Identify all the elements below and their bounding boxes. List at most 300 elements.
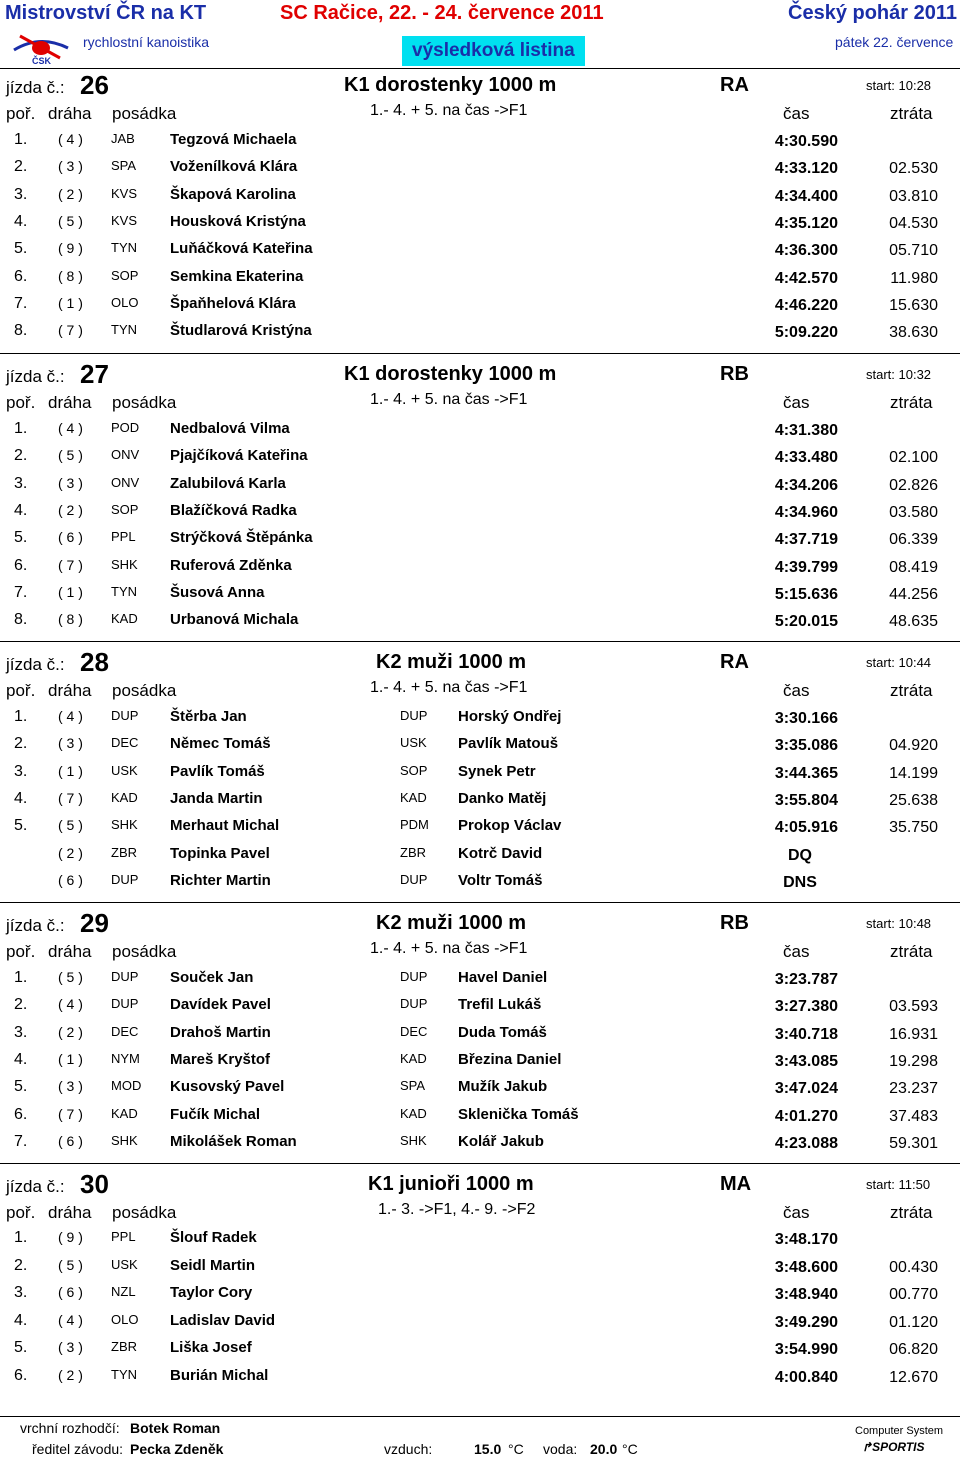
athlete-name: Mikolášek Roman bbox=[170, 1132, 297, 1150]
time-gap: 06.820 bbox=[889, 1341, 938, 1358]
rank: 2. bbox=[14, 158, 28, 176]
club-code: JAB bbox=[111, 131, 135, 146]
rank: 1. bbox=[14, 708, 28, 725]
heat-code: RA bbox=[720, 651, 749, 673]
lane: ( 4 ) bbox=[58, 1311, 83, 1328]
athlete-name: Štěrba Jan bbox=[170, 708, 247, 725]
club-code: DEC bbox=[111, 735, 139, 751]
result-row bbox=[0, 1133, 960, 1160]
time-gap: 03.580 bbox=[889, 503, 938, 521]
col-crew-header: posádka bbox=[112, 681, 177, 700]
race-divider bbox=[0, 902, 960, 903]
col-gap-header: ztráta bbox=[890, 681, 933, 700]
result-row bbox=[0, 502, 960, 529]
championship-title: Mistrovství ČR na KT bbox=[5, 2, 207, 24]
race-divider bbox=[0, 1163, 960, 1164]
rank: 5. bbox=[14, 1078, 28, 1096]
athlete-name: Pjajčíková Kateřina bbox=[170, 447, 308, 465]
partner-club-code: ZBR bbox=[400, 844, 426, 860]
col-gap-header: ztráta bbox=[890, 104, 933, 123]
result-row bbox=[0, 295, 960, 322]
rank: 1. bbox=[14, 131, 28, 148]
col-lane-header: dráha bbox=[48, 1203, 92, 1222]
race-divider bbox=[0, 353, 960, 354]
result-time: 3:23.787 bbox=[774, 971, 838, 988]
col-lane-header: dráha bbox=[48, 942, 92, 961]
race-number-label: jízda č.: bbox=[6, 655, 65, 674]
col-rank-header: poř. bbox=[6, 104, 36, 123]
rank: 6. bbox=[14, 556, 28, 574]
club-code: DUP bbox=[111, 708, 139, 723]
rank: 1. bbox=[14, 420, 28, 437]
rank: 4. bbox=[14, 1311, 28, 1329]
partner-name: Březina Daniel bbox=[458, 1050, 562, 1068]
referee-name: Botek Roman bbox=[130, 1420, 221, 1436]
athlete-name: Housková Kristýna bbox=[170, 212, 306, 230]
kayak-logo-icon bbox=[10, 28, 72, 66]
result-time: 4:34.400 bbox=[774, 187, 838, 205]
day-label: pátek 22. července bbox=[835, 34, 954, 50]
partner-club-code: SOP bbox=[400, 762, 428, 778]
lane: ( 3 ) bbox=[58, 735, 83, 752]
partner-name: Synek Petr bbox=[458, 762, 536, 780]
partner-club-code: SPA bbox=[400, 1078, 426, 1094]
air-temp-unit: °C bbox=[508, 1441, 524, 1457]
lane: ( 3 ) bbox=[58, 1339, 83, 1355]
event-name: K1 junioři 1000 m bbox=[368, 1173, 534, 1195]
time-gap: 03.810 bbox=[889, 187, 938, 205]
result-time: 4:42.570 bbox=[774, 269, 838, 287]
start-time: start: 10:44 bbox=[866, 655, 932, 670]
lane: ( 5 ) bbox=[58, 447, 83, 464]
lane: ( 8 ) bbox=[58, 267, 83, 284]
rank: 7. bbox=[14, 294, 28, 312]
partner-club-code: DUP bbox=[400, 996, 428, 1012]
lane: ( 6 ) bbox=[58, 871, 83, 888]
lane: ( 9 ) bbox=[58, 1229, 83, 1245]
club-code: POD bbox=[111, 420, 140, 435]
time-gap: 03.593 bbox=[889, 998, 938, 1016]
athlete-name: Ruferová Zděnka bbox=[170, 556, 292, 574]
club-code: MOD bbox=[111, 1078, 142, 1094]
federation-logo bbox=[10, 28, 72, 66]
lane: ( 5 ) bbox=[58, 817, 83, 834]
time-gap: 01.120 bbox=[889, 1313, 938, 1331]
result-time: 4:33.480 bbox=[774, 449, 838, 467]
time-gap: 48.635 bbox=[889, 613, 938, 631]
time-gap: 02.826 bbox=[889, 476, 938, 494]
result-row bbox=[0, 447, 960, 474]
result-time: 4:33.120 bbox=[774, 160, 838, 178]
result-time: 4:00.840 bbox=[774, 1368, 838, 1386]
start-time: start: 10:48 bbox=[866, 916, 932, 931]
time-gap: 59.301 bbox=[889, 1134, 938, 1152]
start-time: start: 10:28 bbox=[866, 78, 932, 93]
club-code: SHK bbox=[111, 556, 138, 572]
lane: ( 2 ) bbox=[58, 501, 83, 518]
rank: 3. bbox=[14, 1284, 28, 1301]
result-time: 3:35.086 bbox=[774, 737, 838, 755]
rank: 2. bbox=[14, 1256, 28, 1274]
rank: 4. bbox=[14, 1050, 28, 1068]
club-code: TYN bbox=[111, 1366, 137, 1382]
race-number-label: jízda č.: bbox=[6, 78, 65, 97]
result-row bbox=[0, 611, 960, 638]
result-row bbox=[0, 845, 960, 872]
result-row bbox=[0, 557, 960, 584]
time-gap: 25.638 bbox=[889, 791, 938, 809]
club-code: TYN bbox=[111, 583, 137, 599]
result-time: 4:05.916 bbox=[774, 819, 838, 837]
athlete-name: Urbanová Michala bbox=[170, 611, 299, 629]
rank: 7. bbox=[14, 583, 28, 601]
partner-club-code: PDM bbox=[400, 817, 429, 833]
air-temp-value: 15.0 bbox=[474, 1441, 502, 1457]
result-time: 3:54.990 bbox=[774, 1341, 838, 1358]
club-code: USK bbox=[111, 1256, 138, 1272]
rank: 6. bbox=[14, 267, 28, 285]
result-row bbox=[0, 763, 960, 790]
discipline-label: rychlostní kanoistika bbox=[83, 34, 210, 50]
club-code: ONV bbox=[111, 447, 140, 463]
time-gap: 08.419 bbox=[889, 558, 938, 576]
partner-name: Pavlík Matouš bbox=[458, 735, 559, 753]
athlete-name: Richter Martin bbox=[170, 871, 271, 889]
progression-rule: 1.- 3. ->F1, 4.- 9. ->F2 bbox=[378, 1201, 536, 1218]
result-time: 3:30.166 bbox=[774, 710, 838, 727]
system-label: Computer System bbox=[855, 1425, 944, 1437]
club-code: PPL bbox=[111, 1229, 136, 1244]
result-row bbox=[0, 1229, 960, 1256]
lane: ( 7 ) bbox=[58, 1105, 83, 1122]
result-row bbox=[0, 475, 960, 502]
lane: ( 8 ) bbox=[58, 611, 83, 628]
athlete-name: Seidl Martin bbox=[170, 1256, 256, 1274]
venue-title: SC Račice, 22. - 24. července 2011 bbox=[280, 2, 604, 24]
rank: 5. bbox=[14, 529, 28, 547]
partner-name: Trefil Lukáš bbox=[458, 996, 542, 1014]
partner-club-code: DUP bbox=[400, 871, 428, 887]
lane: ( 6 ) bbox=[58, 1132, 83, 1149]
result-row bbox=[0, 158, 960, 185]
result-row bbox=[0, 213, 960, 240]
time-gap: 44.256 bbox=[889, 585, 938, 603]
partner-club-code: KAD bbox=[400, 1105, 427, 1121]
club-code: KAD bbox=[111, 1105, 138, 1121]
result-time: 3:47.024 bbox=[774, 1080, 838, 1098]
lane: ( 3 ) bbox=[58, 158, 83, 175]
time-gap: 02.100 bbox=[889, 449, 938, 467]
sportis-mark-icon: ↱ bbox=[862, 1440, 873, 1454]
result-row bbox=[0, 186, 960, 213]
rank: 7. bbox=[14, 1132, 28, 1150]
time-gap: 12.670 bbox=[889, 1368, 938, 1386]
result-time: 3:27.380 bbox=[774, 998, 838, 1016]
athlete-name: Blažíčková Radka bbox=[170, 501, 297, 519]
result-row bbox=[0, 996, 960, 1023]
header-divider bbox=[0, 68, 960, 69]
rank: 6. bbox=[14, 1105, 28, 1123]
time-gap: 16.931 bbox=[889, 1025, 938, 1043]
lane: ( 1 ) bbox=[58, 762, 83, 779]
col-gap-header: ztráta bbox=[890, 1203, 933, 1222]
result-row bbox=[0, 529, 960, 556]
result-row bbox=[0, 1339, 960, 1366]
rank: 3. bbox=[14, 762, 28, 780]
col-crew-header: posádka bbox=[112, 942, 177, 961]
time-gap: 15.630 bbox=[889, 296, 938, 314]
water-temp-label: voda: bbox=[543, 1441, 578, 1457]
rank: 6. bbox=[14, 1366, 28, 1384]
club-code: SHK bbox=[111, 817, 138, 833]
athlete-name: Šlouf Radek bbox=[170, 1229, 257, 1246]
result-time: 4:30.590 bbox=[774, 133, 838, 150]
club-code: ZBR bbox=[111, 844, 137, 860]
time-gap: 19.298 bbox=[889, 1052, 938, 1070]
col-lane-header: dráha bbox=[48, 681, 92, 700]
col-gap-header: ztráta bbox=[890, 942, 933, 961]
rank: 4. bbox=[14, 212, 28, 230]
club-code: SOP bbox=[111, 501, 139, 517]
athlete-name: Němec Tomáš bbox=[170, 735, 271, 753]
rank: 8. bbox=[14, 322, 28, 340]
result-time: DNS bbox=[783, 873, 817, 891]
race-number: 28 bbox=[80, 647, 109, 677]
athlete-name: Voženílková Klára bbox=[170, 158, 298, 176]
rank: 1. bbox=[14, 969, 28, 986]
progression-rule: 1.- 4. + 5. na čas ->F1 bbox=[370, 679, 528, 696]
lane: ( 3 ) bbox=[58, 1078, 83, 1095]
athlete-name: Liška Josef bbox=[170, 1339, 252, 1356]
time-gap: 37.483 bbox=[889, 1107, 938, 1125]
athlete-name: Ladislav David bbox=[170, 1311, 276, 1329]
sportis-brand: SPORTIS bbox=[872, 1440, 925, 1454]
time-gap: 00.770 bbox=[889, 1286, 938, 1303]
rank: 5. bbox=[14, 817, 28, 835]
lane: ( 6 ) bbox=[58, 529, 83, 546]
athlete-name: Taylor Cory bbox=[170, 1284, 253, 1301]
lane: ( 5 ) bbox=[58, 212, 83, 229]
col-time-header: čas bbox=[783, 393, 810, 412]
col-gap-header: ztráta bbox=[890, 393, 933, 412]
result-time: 5:20.015 bbox=[774, 613, 838, 631]
result-row bbox=[0, 790, 960, 817]
race-number: 29 bbox=[80, 908, 109, 938]
result-row bbox=[0, 708, 960, 735]
col-rank-header: poř. bbox=[6, 681, 36, 700]
partner-name: Kolář Jakub bbox=[458, 1132, 544, 1150]
result-time: 3:49.290 bbox=[774, 1313, 838, 1331]
referee-label: vrchní rozhodčí: bbox=[20, 1420, 120, 1436]
result-row bbox=[0, 1312, 960, 1339]
lane: ( 5 ) bbox=[58, 969, 83, 985]
lane: ( 2 ) bbox=[58, 1023, 83, 1040]
result-row bbox=[0, 872, 960, 899]
col-crew-header: posádka bbox=[112, 104, 177, 123]
rank: 2. bbox=[14, 735, 28, 753]
partner-name: Horský Ondřej bbox=[458, 708, 562, 725]
partner-club-code: KAD bbox=[400, 789, 427, 805]
rank: 2. bbox=[14, 447, 28, 465]
club-code: SHK bbox=[111, 1132, 138, 1148]
heat-code: MA bbox=[720, 1173, 752, 1195]
rank: 8. bbox=[14, 611, 28, 629]
col-rank-header: poř. bbox=[6, 942, 36, 961]
time-gap: 06.339 bbox=[889, 531, 938, 549]
partner-name: Voltr Tomáš bbox=[458, 871, 543, 889]
result-row bbox=[0, 1024, 960, 1051]
col-lane-header: dráha bbox=[48, 104, 92, 123]
lane: ( 1 ) bbox=[58, 583, 83, 600]
partner-name: Kotrč David bbox=[458, 844, 543, 862]
athlete-name: Burián Michal bbox=[170, 1366, 269, 1384]
sportis-logo bbox=[862, 1440, 925, 1454]
lane: ( 2 ) bbox=[58, 185, 83, 202]
result-time: 5:09.220 bbox=[774, 324, 838, 342]
athlete-name: Pavlík Tomáš bbox=[170, 762, 265, 780]
lane: ( 9 ) bbox=[58, 240, 83, 257]
event-name: K1 dorostenky 1000 m bbox=[344, 363, 557, 385]
athlete-name: Škapová Karolina bbox=[170, 185, 296, 203]
athlete-name: Topinka Pavel bbox=[170, 844, 270, 862]
result-row bbox=[0, 1106, 960, 1133]
result-time: 3:44.365 bbox=[774, 764, 838, 782]
lane: ( 1 ) bbox=[58, 1050, 83, 1067]
lane: ( 4 ) bbox=[58, 420, 83, 436]
athlete-name: Nedbalová Vilma bbox=[170, 420, 290, 437]
result-row bbox=[0, 420, 960, 447]
rank: 1. bbox=[14, 1229, 28, 1246]
partner-name: Danko Matěj bbox=[458, 789, 547, 807]
result-time: 4:34.206 bbox=[774, 476, 838, 494]
progression-rule: 1.- 4. + 5. na čas ->F1 bbox=[370, 940, 528, 957]
progression-rule: 1.- 4. + 5. na čas ->F1 bbox=[370, 102, 528, 119]
partner-club-code: DEC bbox=[400, 1023, 428, 1039]
partner-club-code: KAD bbox=[400, 1050, 427, 1066]
result-row bbox=[0, 735, 960, 762]
result-row bbox=[0, 817, 960, 844]
athlete-name: Merhaut Michal bbox=[170, 817, 280, 835]
rank: 5. bbox=[14, 240, 28, 258]
progression-rule: 1.- 4. + 5. na čas ->F1 bbox=[370, 391, 528, 408]
club-code: OLO bbox=[111, 1311, 139, 1327]
club-code: PPL bbox=[111, 529, 136, 545]
start-time: start: 10:32 bbox=[866, 367, 932, 382]
result-time: 3:48.600 bbox=[774, 1258, 838, 1276]
rank: 4. bbox=[14, 501, 28, 519]
club-code: DUP bbox=[111, 871, 139, 887]
athlete-name: Zalubilová Karla bbox=[170, 474, 286, 492]
director-name: Pecka Zdeněk bbox=[130, 1441, 224, 1457]
rank: 5. bbox=[14, 1339, 28, 1356]
rank: 2. bbox=[14, 996, 28, 1014]
col-time-header: čas bbox=[783, 104, 810, 123]
result-row bbox=[0, 1078, 960, 1105]
club-code: SPA bbox=[111, 158, 137, 174]
athlete-name: Drahoš Martin bbox=[170, 1023, 271, 1041]
svg-text:ČSK: ČSK bbox=[32, 56, 52, 66]
result-row bbox=[0, 322, 960, 349]
club-code: ZBR bbox=[111, 1339, 137, 1354]
lane: ( 3 ) bbox=[58, 474, 83, 491]
col-rank-header: poř. bbox=[6, 1203, 36, 1222]
result-time: 4:39.799 bbox=[774, 558, 838, 576]
partner-club-code: DUP bbox=[400, 969, 428, 984]
lane: ( 2 ) bbox=[58, 844, 83, 861]
rank: 4. bbox=[14, 789, 28, 807]
time-gap: 11.980 bbox=[890, 269, 938, 287]
document-title: výsledková listina bbox=[402, 36, 585, 66]
air-temp-label: vzduch: bbox=[384, 1441, 433, 1457]
result-row bbox=[0, 131, 960, 158]
club-code: KAD bbox=[111, 789, 138, 805]
result-row bbox=[0, 1051, 960, 1078]
footer-divider bbox=[0, 1416, 960, 1417]
heat-code: RB bbox=[720, 912, 749, 934]
time-gap: 05.710 bbox=[889, 242, 938, 260]
result-time: 3:55.804 bbox=[774, 791, 838, 809]
result-row bbox=[0, 240, 960, 267]
athlete-name: Davídek Pavel bbox=[170, 996, 271, 1014]
col-rank-header: poř. bbox=[6, 393, 36, 412]
partner-name: Duda Tomáš bbox=[458, 1023, 547, 1041]
rank: 3. bbox=[14, 1023, 28, 1041]
start-time: start: 11:50 bbox=[866, 1177, 931, 1192]
partner-club-code: SHK bbox=[400, 1132, 427, 1148]
lane: ( 7 ) bbox=[58, 789, 83, 806]
lane: ( 1 ) bbox=[58, 294, 83, 311]
result-time: 4:23.088 bbox=[774, 1134, 838, 1152]
athlete-name: Strýčková Štěpánka bbox=[170, 529, 313, 547]
time-gap: 23.237 bbox=[889, 1080, 938, 1098]
athlete-name: Fučík Michal bbox=[170, 1105, 261, 1123]
result-row bbox=[0, 584, 960, 611]
result-time: 3:40.718 bbox=[774, 1025, 838, 1043]
club-code: KVS bbox=[111, 212, 138, 228]
race-number: 30 bbox=[80, 1169, 109, 1199]
col-time-header: čas bbox=[783, 1203, 810, 1222]
result-time: 4:37.719 bbox=[774, 531, 838, 549]
lane: ( 6 ) bbox=[58, 1284, 83, 1300]
result-time: 5:15.636 bbox=[774, 585, 838, 603]
result-time: 4:01.270 bbox=[774, 1107, 838, 1125]
result-time: DQ bbox=[788, 846, 812, 864]
lane: ( 4 ) bbox=[58, 996, 83, 1013]
partner-name: Prokop Václav bbox=[458, 817, 562, 835]
club-code: SOP bbox=[111, 267, 139, 283]
lane: ( 7 ) bbox=[58, 322, 83, 339]
time-gap: 04.530 bbox=[889, 214, 938, 232]
result-time: 3:48.170 bbox=[774, 1231, 838, 1248]
result-row bbox=[0, 1257, 960, 1284]
partner-club-code: USK bbox=[400, 735, 427, 751]
event-name: K1 dorostenky 1000 m bbox=[344, 74, 557, 96]
event-name: K2 muži 1000 m bbox=[376, 912, 527, 934]
time-gap: 00.430 bbox=[889, 1258, 938, 1276]
athlete-name: Mareš Kryštof bbox=[170, 1050, 271, 1068]
col-time-header: čas bbox=[783, 681, 810, 700]
lane: ( 2 ) bbox=[58, 1366, 83, 1383]
club-code: ONV bbox=[111, 474, 140, 490]
heat-code: RA bbox=[720, 74, 749, 96]
race-number-label: jízda č.: bbox=[6, 916, 65, 935]
lane: ( 4 ) bbox=[58, 131, 83, 147]
water-temp-unit: °C bbox=[622, 1441, 638, 1457]
result-row bbox=[0, 1367, 960, 1394]
result-time: 3:43.085 bbox=[774, 1052, 838, 1070]
result-time: 4:34.960 bbox=[774, 503, 838, 521]
partner-name: Mužík Jakub bbox=[458, 1078, 548, 1096]
